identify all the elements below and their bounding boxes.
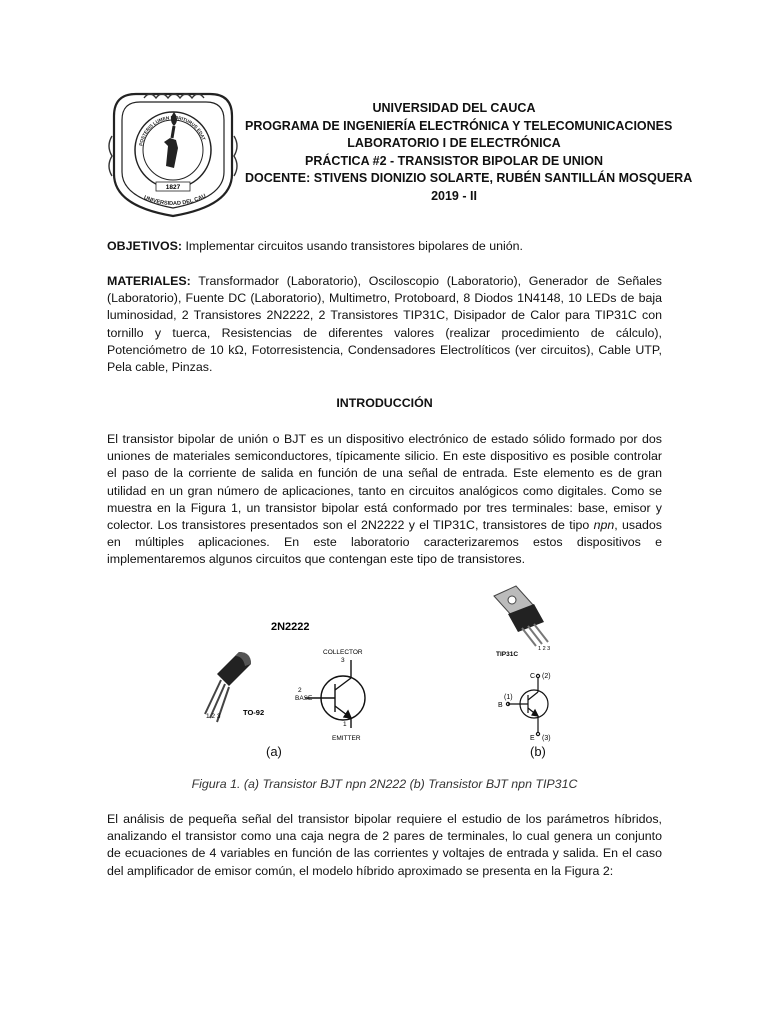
materials-label: MATERIALES: xyxy=(107,274,191,288)
figure-b-e-label: E xyxy=(530,735,535,742)
svg-text:UNIVERSIDAD DEL CAUCA xyxy=(104,86,207,207)
base-pin: 2 xyxy=(298,687,302,694)
analysis-paragraph: El análisis de pequeña señal del transistor bipolar requiere el estudio de los parámetros híbridos, analizando el transistor como una caja negra de 2 pares de terminales, lo cual genera un conjunto de ecuaciones de 4 variables en función de las corrientes y voltajes de entrada y salida. En el caso del amplificador de emisor común, el modelo híbrido aproximado se presenta en la Figura 2: xyxy=(107,812,662,878)
intro-paragraph xyxy=(107,431,662,569)
seal-name: UNIVERSIDAD DEL CAU xyxy=(142,193,208,208)
document-header xyxy=(245,100,693,206)
seal-year: 1827 xyxy=(165,184,181,191)
figure-b-c-pin: (2) xyxy=(542,673,551,680)
figure-b-package: TIP31C xyxy=(496,651,519,658)
to220-package xyxy=(494,586,548,646)
figure-b-c-label: C xyxy=(530,673,536,680)
base-label: BASE xyxy=(295,695,313,702)
intro-text-1: El transistor bipolar de unión o BJT es un dispositivo electrónico de estado sólido formado por dos uniones de materiales semiconductores, típicamente silicio. En este dispositivo es posible controlar el paso de la corriente de salida en función de una señal de entrada. Este elemento es de gran utilidad en un gran número de aplicaciones, tanto en circuitos analógicos como digitales. Como se muestra en la Figura 1, un transistor bipolar está conformado por tres terminales: base, emisor y colector. Los transistores presentados son el 2N2222 y el TIP31C, transistores de tipo xyxy=(107,432,662,533)
npn-symbol-b xyxy=(506,674,548,735)
collector-label: COLLECTOR xyxy=(323,649,363,656)
figure-tip31c xyxy=(482,582,592,744)
figure-b-sublabel: (b) xyxy=(530,744,546,759)
semester: 2019 - II xyxy=(431,188,477,203)
figure-a-title: 2N2222 xyxy=(271,621,310,633)
objectives-paragraph xyxy=(107,238,662,255)
figure-b-b-pin: (1) xyxy=(504,694,513,701)
instructors: DOCENTE: STIVENS DIONIZIO SOLARTE, RUBÉN SANTILLÁN MOSQUERA xyxy=(245,171,693,186)
materials-paragraph xyxy=(107,273,662,376)
practice-title: PRÁCTICA #2 - TRANSISTOR BIPOLAR DE UNION xyxy=(305,153,603,168)
figure-2n2222 xyxy=(195,614,385,744)
objectives-text: Implementar circuitos usando transistores bipolares de unión. xyxy=(182,239,523,253)
figure-a-sublabel: (a) xyxy=(266,744,282,759)
figure-a-pins: 1 2 3 xyxy=(206,713,221,720)
objectives-label: OBJETIVOS: xyxy=(107,239,183,253)
program-name: PROGRAMA DE INGENIERÍA ELECTRÓNICA Y TELECOMUNICACIONES xyxy=(245,118,673,133)
figure-b-pins: 1 2 3 xyxy=(538,646,551,652)
university-seal xyxy=(104,86,242,222)
intro-text-npn: npn xyxy=(593,518,615,533)
intro-text-2: , usados en múltiples aplicaciones. En este laboratorio caracterizaremos estos dispositivos e implementaremos algunos circuitos que contengan este tipo de transistores. xyxy=(107,518,662,567)
figure-caption: Figura 1. (a) Transistor BJT npn 2N222 (b) Transistor BJT npn TIP31C xyxy=(191,777,578,791)
figure-b-e-pin: (3) xyxy=(542,735,551,742)
figure-a-package: TO-92 xyxy=(243,708,265,717)
university-name: UNIVERSIDAD DEL CAUCA xyxy=(372,101,536,115)
collector-pin: 3 xyxy=(341,657,345,664)
emitter-label: EMITTER xyxy=(332,735,361,742)
figure-b-b-label: B xyxy=(498,702,503,709)
emitter-pin: 1 xyxy=(343,721,347,728)
npn-symbol xyxy=(305,660,365,728)
lab-name: LABORATORIO I DE ELECTRÓNICA xyxy=(347,136,561,151)
materials-text: Transformador (Laboratorio), Osciloscopio (Laboratorio), Generador de Señales (Laboratorio), Fuente DC (Laboratorio), Multimetro, Protoboard, 8 Diodos 1N4148, 10 LEDs de baja luminosidad, 2 Transistores 2N2222, 2 Transistores TIP31C, Disipador de Calor para TIP31C con tornillo y tuerca, Resistencias de diferentes valores (realizar procedimiento de cálculo), Potenciómetro de 10 kΩ, Fotorresistencia, Condensadores Electrolíticos (ver circuitos), Cable UTP, Pela cable, Pinzas. xyxy=(107,274,662,375)
intro-title: INTRODUCCIÓN xyxy=(336,396,433,410)
seal-motto: POSTERIS LUMEN MORITURUS EDAT xyxy=(138,114,207,147)
